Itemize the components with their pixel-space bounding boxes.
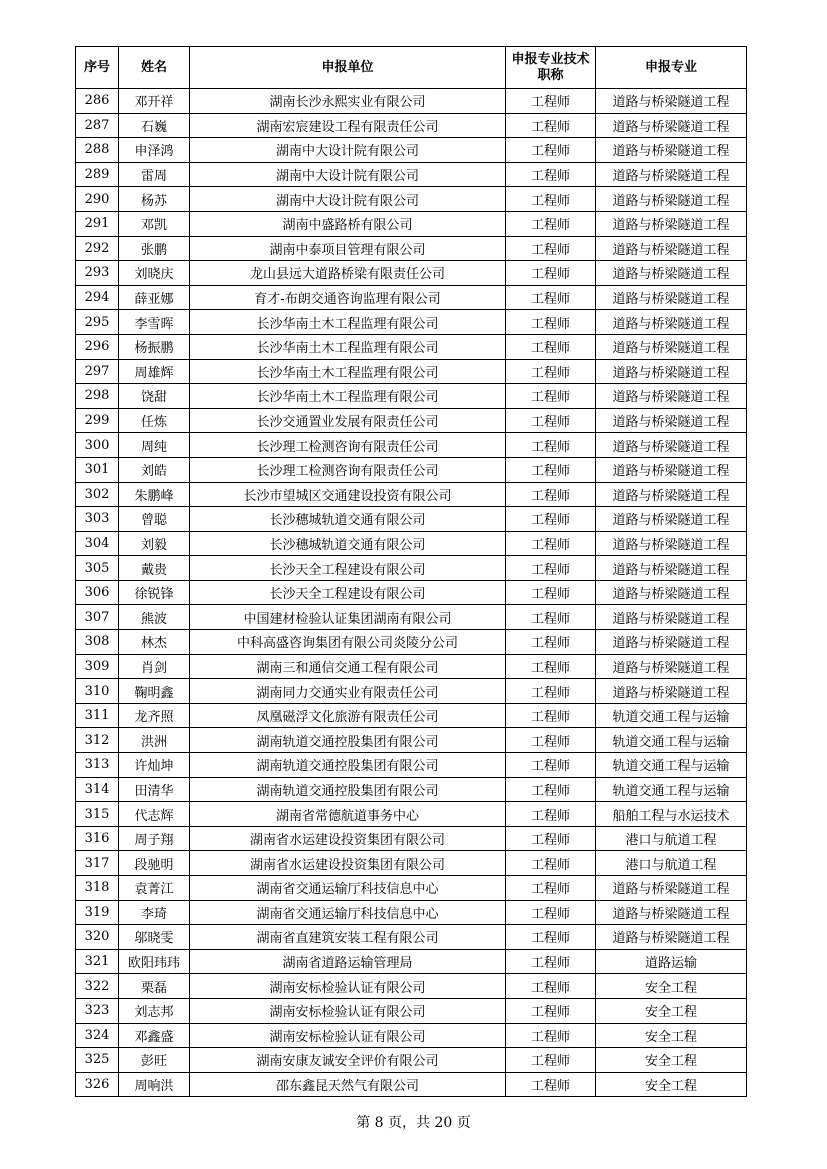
- cell-seq: 325: [76, 1048, 119, 1073]
- cell-seq: 314: [76, 777, 119, 802]
- cell-major: 道路与桥梁隧道工程: [596, 89, 747, 114]
- cell-major: 道路与桥梁隧道工程: [596, 433, 747, 458]
- cell-title: 工程师: [506, 384, 596, 409]
- table-row: [76, 507, 747, 532]
- cell-seq: 293: [76, 261, 119, 286]
- cell-unit: 湖南省交通运输厅科技信息中心: [190, 876, 506, 901]
- cell-seq: 317: [76, 851, 119, 876]
- cell-unit: 湖南省常德航道事务中心: [190, 802, 506, 827]
- cell-major: 安全工程: [596, 1048, 747, 1073]
- cell-seq: 310: [76, 679, 119, 704]
- table-row: [76, 876, 747, 901]
- cell-name: 申泽鸿: [119, 138, 190, 163]
- cell-unit: 中科高盛咨询集团有限公司炎陵分公司: [190, 630, 506, 655]
- cell-unit: 湖南轨道交通控股集团有限公司: [190, 753, 506, 778]
- cell-seq: 322: [76, 974, 119, 999]
- table-row: [76, 384, 747, 409]
- cell-unit: 长沙华南土木工程监理有限公司: [190, 310, 506, 335]
- cell-seq: 308: [76, 630, 119, 655]
- cell-major: 道路与桥梁隧道工程: [596, 187, 747, 212]
- cell-seq: 306: [76, 580, 119, 605]
- cell-name: 邓鑫盛: [119, 1023, 190, 1048]
- cell-unit: 长沙理工检测咨询有限责任公司: [190, 457, 506, 482]
- cell-title: 工程师: [506, 876, 596, 901]
- cell-title: 工程师: [506, 826, 596, 851]
- cell-name: 戴贵: [119, 556, 190, 581]
- cell-unit: 湖南轨道交通控股集团有限公司: [190, 728, 506, 753]
- cell-seq: 323: [76, 998, 119, 1023]
- cell-name: 杨振鹏: [119, 334, 190, 359]
- cell-seq: 313: [76, 753, 119, 778]
- cell-name: 薛亚娜: [119, 285, 190, 310]
- cell-major: 道路与桥梁隧道工程: [596, 261, 747, 286]
- cell-title: 工程师: [506, 261, 596, 286]
- cell-unit: 湖南三和通信交通工程有限公司: [190, 654, 506, 679]
- table-row: [76, 753, 747, 778]
- cell-seq: 298: [76, 384, 119, 409]
- cell-title: 工程师: [506, 408, 596, 433]
- cell-major: 安全工程: [596, 974, 747, 999]
- cell-major: 道路与桥梁隧道工程: [596, 876, 747, 901]
- cell-name: 刘志邦: [119, 998, 190, 1023]
- cell-seq: 315: [76, 802, 119, 827]
- cell-name: 肖剑: [119, 654, 190, 679]
- cell-title: 工程师: [506, 654, 596, 679]
- table-row: [76, 826, 747, 851]
- cell-title: 工程师: [506, 777, 596, 802]
- cell-major: 道路与桥梁隧道工程: [596, 285, 747, 310]
- cell-major: 道路与桥梁隧道工程: [596, 384, 747, 409]
- cell-unit: 湖南安标检验认证有限公司: [190, 998, 506, 1023]
- cell-seq: 302: [76, 482, 119, 507]
- cell-major: 港口与航道工程: [596, 826, 747, 851]
- cell-title: 工程师: [506, 556, 596, 581]
- cell-unit: 中国建材检验认证集团湖南有限公司: [190, 605, 506, 630]
- cell-title: 工程师: [506, 851, 596, 876]
- cell-name: 任炼: [119, 408, 190, 433]
- cell-unit: 湖南省道路运输管理局: [190, 949, 506, 974]
- cell-seq: 316: [76, 826, 119, 851]
- table-row: [76, 679, 747, 704]
- cell-seq: 318: [76, 876, 119, 901]
- cell-major: 道路与桥梁隧道工程: [596, 359, 747, 384]
- table-row: [76, 777, 747, 802]
- cell-unit: 湖南安标检验认证有限公司: [190, 974, 506, 999]
- table-row: [76, 1048, 747, 1073]
- cell-major: 轨道交通工程与运输: [596, 703, 747, 728]
- cell-title: 工程师: [506, 531, 596, 556]
- table-row: [76, 285, 747, 310]
- cell-name: 袁菁江: [119, 876, 190, 901]
- cell-seq: 326: [76, 1072, 119, 1097]
- cell-seq: 319: [76, 900, 119, 925]
- cell-title: 工程师: [506, 605, 596, 630]
- table-row: [76, 408, 747, 433]
- cell-name: 朱鹏峰: [119, 482, 190, 507]
- cell-title: 工程师: [506, 679, 596, 704]
- cell-name: 周响洪: [119, 1072, 190, 1097]
- cell-unit: 湖南省交通运输厅科技信息中心: [190, 900, 506, 925]
- cell-unit: 湖南长沙永熙实业有限公司: [190, 89, 506, 114]
- cell-title: 工程师: [506, 138, 596, 163]
- cell-title: 工程师: [506, 187, 596, 212]
- cell-name: 鞠明鑫: [119, 679, 190, 704]
- cell-title: 工程师: [506, 236, 596, 261]
- table-row: [76, 580, 747, 605]
- cell-title: 工程师: [506, 998, 596, 1023]
- table-row: [76, 211, 747, 236]
- cell-name: 段驰明: [119, 851, 190, 876]
- cell-unit: 湖南同力交通实业有限责任公司: [190, 679, 506, 704]
- cell-title: 工程师: [506, 285, 596, 310]
- table-row: [76, 998, 747, 1023]
- cell-unit: 育才-布朗交通咨询监理有限公司: [190, 285, 506, 310]
- cell-unit: 长沙华南土木工程监理有限公司: [190, 334, 506, 359]
- cell-title: 工程师: [506, 162, 596, 187]
- cell-name: 龙齐照: [119, 703, 190, 728]
- cell-name: 欧阳玮玮: [119, 949, 190, 974]
- table-row: [76, 334, 747, 359]
- cell-seq: 297: [76, 359, 119, 384]
- cell-unit: 湖南安标检验认证有限公司: [190, 1023, 506, 1048]
- cell-seq: 296: [76, 334, 119, 359]
- cell-unit: 湖南省水运建设投资集团有限公司: [190, 851, 506, 876]
- cell-major: 道路与桥梁隧道工程: [596, 556, 747, 581]
- cell-unit: 湖南省直建筑安装工程有限公司: [190, 925, 506, 950]
- cell-major: 道路与桥梁隧道工程: [596, 482, 747, 507]
- cell-title: 工程师: [506, 753, 596, 778]
- cell-seq: 290: [76, 187, 119, 212]
- cell-name: 饶甜: [119, 384, 190, 409]
- table-row: [76, 187, 747, 212]
- cell-name: 彭旺: [119, 1048, 190, 1073]
- table-row: [76, 1072, 747, 1097]
- cell-title: 工程师: [506, 310, 596, 335]
- cell-major: 道路与桥梁隧道工程: [596, 408, 747, 433]
- table-row: [76, 359, 747, 384]
- cell-major: 安全工程: [596, 1072, 747, 1097]
- cell-unit: 湖南中大设计院有限公司: [190, 138, 506, 163]
- header-major: 申报专业: [596, 47, 747, 89]
- cell-unit: 湖南省水运建设投资集团有限公司: [190, 826, 506, 851]
- cell-title: 工程师: [506, 89, 596, 114]
- cell-seq: 286: [76, 89, 119, 114]
- cell-seq: 320: [76, 925, 119, 950]
- table-row: [76, 162, 747, 187]
- cell-seq: 295: [76, 310, 119, 335]
- cell-seq: 305: [76, 556, 119, 581]
- cell-unit: 湖南中盛路桥有限公司: [190, 211, 506, 236]
- cell-seq: 301: [76, 457, 119, 482]
- cell-title: 工程师: [506, 728, 596, 753]
- cell-title: 工程师: [506, 974, 596, 999]
- cell-unit: 湖南中大设计院有限公司: [190, 187, 506, 212]
- cell-name: 张鹏: [119, 236, 190, 261]
- cell-name: 周子翔: [119, 826, 190, 851]
- cell-major: 道路与桥梁隧道工程: [596, 654, 747, 679]
- table-row: [76, 531, 747, 556]
- cell-unit: 长沙交通置业发展有限责任公司: [190, 408, 506, 433]
- cell-major: 道路与桥梁隧道工程: [596, 236, 747, 261]
- cell-title: 工程师: [506, 949, 596, 974]
- cell-seq: 321: [76, 949, 119, 974]
- cell-unit: 湖南中大设计院有限公司: [190, 162, 506, 187]
- cell-name: 杨苏: [119, 187, 190, 212]
- cell-unit: 龙山县远大道路桥梁有限责任公司: [190, 261, 506, 286]
- cell-major: 道路与桥梁隧道工程: [596, 334, 747, 359]
- cell-name: 熊波: [119, 605, 190, 630]
- cell-name: 代志辉: [119, 802, 190, 827]
- cell-major: 道路与桥梁隧道工程: [596, 138, 747, 163]
- cell-unit: 湖南宏宸建设工程有限责任公司: [190, 113, 506, 138]
- cell-major: 道路与桥梁隧道工程: [596, 457, 747, 482]
- cell-name: 刘晓庆: [119, 261, 190, 286]
- cell-name: 刘皓: [119, 457, 190, 482]
- table-row: [76, 900, 747, 925]
- cell-seq: 291: [76, 211, 119, 236]
- cell-major: 道路与桥梁隧道工程: [596, 605, 747, 630]
- cell-name: 邬晓雯: [119, 925, 190, 950]
- cell-name: 李雪晖: [119, 310, 190, 335]
- cell-title: 工程师: [506, 630, 596, 655]
- cell-unit: 长沙穗城轨道交通有限公司: [190, 531, 506, 556]
- table-row: [76, 261, 747, 286]
- cell-major: 安全工程: [596, 1023, 747, 1048]
- cell-name: 曾聪: [119, 507, 190, 532]
- cell-name: 徐锐锋: [119, 580, 190, 605]
- cell-title: 工程师: [506, 1023, 596, 1048]
- cell-title: 工程师: [506, 580, 596, 605]
- cell-name: 邓凯: [119, 211, 190, 236]
- cell-name: 李琦: [119, 900, 190, 925]
- cell-seq: 311: [76, 703, 119, 728]
- cell-unit: 湖南轨道交通控股集团有限公司: [190, 777, 506, 802]
- table-row: [76, 802, 747, 827]
- table-row: [76, 89, 747, 114]
- cell-unit: 长沙市望城区交通建设投资有限公司: [190, 482, 506, 507]
- header-row: [76, 47, 747, 89]
- cell-name: 许灿坤: [119, 753, 190, 778]
- table-row: [76, 138, 747, 163]
- cell-major: 港口与航道工程: [596, 851, 747, 876]
- table-row: [76, 1023, 747, 1048]
- table-row: [76, 925, 747, 950]
- cell-unit: 长沙理工检测咨询有限责任公司: [190, 433, 506, 458]
- cell-unit: 长沙华南土木工程监理有限公司: [190, 359, 506, 384]
- cell-major: 道路与桥梁隧道工程: [596, 310, 747, 335]
- cell-unit: 湖南中泰项目管理有限公司: [190, 236, 506, 261]
- cell-seq: 287: [76, 113, 119, 138]
- cell-name: 邓开祥: [119, 89, 190, 114]
- cell-unit: 邵东鑫昆天然气有限公司: [190, 1072, 506, 1097]
- cell-major: 轨道交通工程与运输: [596, 753, 747, 778]
- cell-major: 道路与桥梁隧道工程: [596, 679, 747, 704]
- table-row: [76, 949, 747, 974]
- cell-major: 轨道交通工程与运输: [596, 777, 747, 802]
- table-row: [76, 457, 747, 482]
- cell-title: 工程师: [506, 433, 596, 458]
- table-row: [76, 236, 747, 261]
- cell-seq: 288: [76, 138, 119, 163]
- table-row: [76, 654, 747, 679]
- cell-unit: 长沙华南土木工程监理有限公司: [190, 384, 506, 409]
- cell-unit: 长沙天全工程建设有限公司: [190, 580, 506, 605]
- cell-unit: 湖南安康友诚安全评价有限公司: [190, 1048, 506, 1073]
- cell-title: 工程师: [506, 507, 596, 532]
- cell-seq: 309: [76, 654, 119, 679]
- table-row: [76, 630, 747, 655]
- cell-name: 田清华: [119, 777, 190, 802]
- cell-major: 道路与桥梁隧道工程: [596, 113, 747, 138]
- cell-major: 道路与桥梁隧道工程: [596, 211, 747, 236]
- cell-title: 工程师: [506, 482, 596, 507]
- table-row: [76, 310, 747, 335]
- table-row: [76, 703, 747, 728]
- cell-name: 刘毅: [119, 531, 190, 556]
- cell-name: 雷周: [119, 162, 190, 187]
- cell-major: 道路与桥梁隧道工程: [596, 162, 747, 187]
- cell-seq: 303: [76, 507, 119, 532]
- cell-seq: 292: [76, 236, 119, 261]
- cell-seq: 294: [76, 285, 119, 310]
- cell-seq: 289: [76, 162, 119, 187]
- header-seq: 序号: [76, 47, 119, 89]
- cell-title: 工程师: [506, 925, 596, 950]
- cell-unit: 凤凰磁浮文化旅游有限责任公司: [190, 703, 506, 728]
- cell-major: 安全工程: [596, 998, 747, 1023]
- cell-major: 道路与桥梁隧道工程: [596, 507, 747, 532]
- cell-seq: 299: [76, 408, 119, 433]
- cell-unit: 长沙天全工程建设有限公司: [190, 556, 506, 581]
- cell-seq: 312: [76, 728, 119, 753]
- cell-major: 船舶工程与水运技术: [596, 802, 747, 827]
- cell-title: 工程师: [506, 457, 596, 482]
- cell-unit: 长沙穗城轨道交通有限公司: [190, 507, 506, 532]
- cell-title: 工程师: [506, 1072, 596, 1097]
- cell-seq: 307: [76, 605, 119, 630]
- table-row: [76, 605, 747, 630]
- cell-major: 道路与桥梁隧道工程: [596, 925, 747, 950]
- cell-title: 工程师: [506, 113, 596, 138]
- header-unit: 申报单位: [190, 47, 506, 89]
- cell-title: 工程师: [506, 1048, 596, 1073]
- cell-name: 周纯: [119, 433, 190, 458]
- header-title: 申报专业技术职称: [506, 47, 596, 89]
- cell-title: 工程师: [506, 900, 596, 925]
- cell-name: 周雄辉: [119, 359, 190, 384]
- cell-name: 石巍: [119, 113, 190, 138]
- cell-major: 道路运输: [596, 949, 747, 974]
- cell-major: 轨道交通工程与运输: [596, 728, 747, 753]
- table-row: [76, 482, 747, 507]
- cell-major: 道路与桥梁隧道工程: [596, 580, 747, 605]
- cell-seq: 324: [76, 1023, 119, 1048]
- table-row: [76, 851, 747, 876]
- cell-seq: 300: [76, 433, 119, 458]
- cell-title: 工程师: [506, 359, 596, 384]
- cell-major: 道路与桥梁隧道工程: [596, 900, 747, 925]
- page-footer: 第 8 页，共 20 页: [356, 1115, 471, 1131]
- header-name: 姓名: [119, 47, 190, 89]
- table-row: [76, 113, 747, 138]
- cell-major: 道路与桥梁隧道工程: [596, 531, 747, 556]
- roster-table: [75, 46, 747, 1097]
- cell-name: 林杰: [119, 630, 190, 655]
- cell-seq: 304: [76, 531, 119, 556]
- cell-name: 栗磊: [119, 974, 190, 999]
- cell-name: 洪洲: [119, 728, 190, 753]
- cell-title: 工程师: [506, 703, 596, 728]
- table-row: [76, 728, 747, 753]
- table-row: [76, 974, 747, 999]
- cell-title: 工程师: [506, 211, 596, 236]
- table-row: [76, 556, 747, 581]
- table-row: [76, 433, 747, 458]
- cell-title: 工程师: [506, 334, 596, 359]
- table-body: [76, 89, 747, 1097]
- cell-major: 道路与桥梁隧道工程: [596, 630, 747, 655]
- cell-title: 工程师: [506, 802, 596, 827]
